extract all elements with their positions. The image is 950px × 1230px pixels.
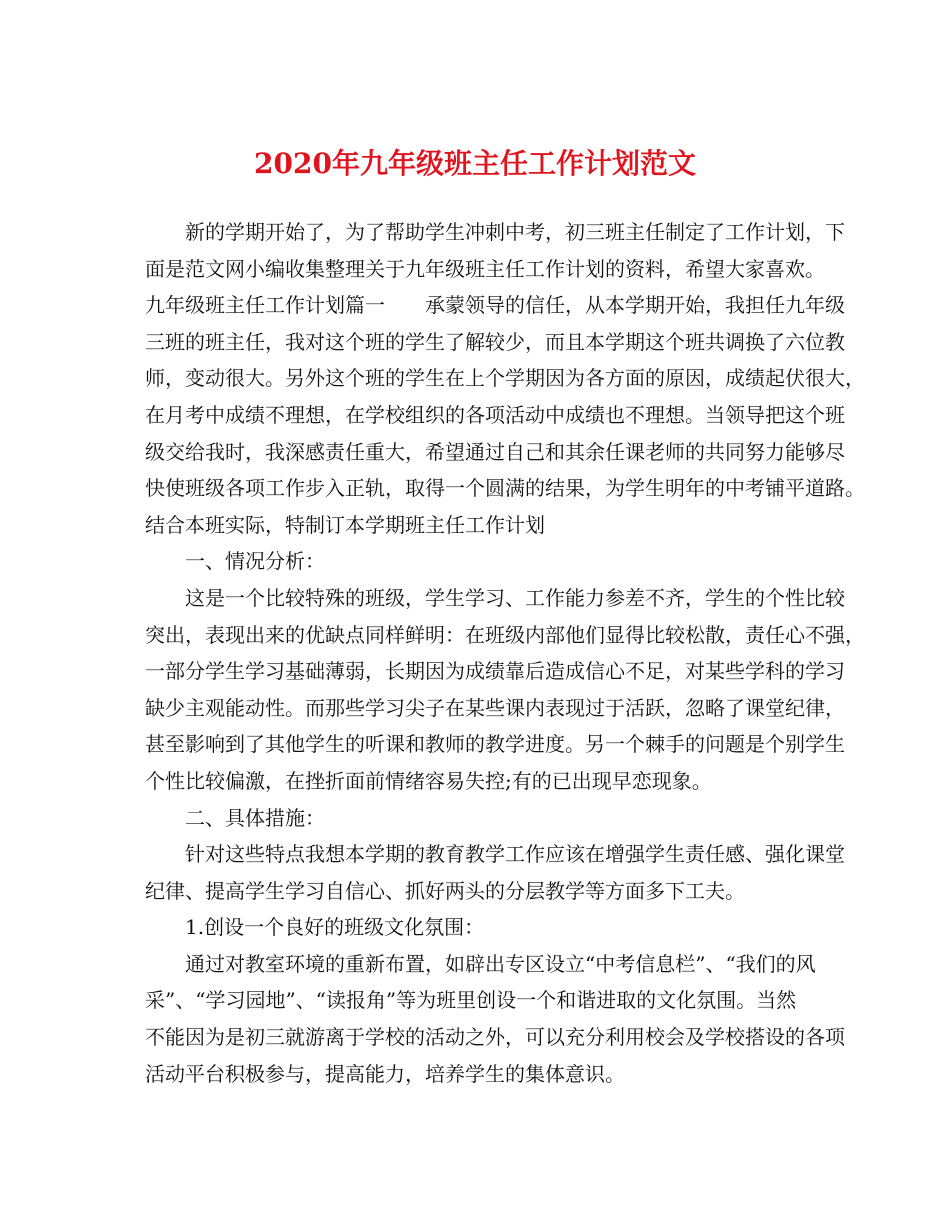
text-line: 不能因为是初三就游离于学校的活动之外，可以充分利用校会及学校搭设的各项 bbox=[145, 1025, 845, 1050]
section-heading-measures bbox=[145, 800, 805, 837]
text-line: 结合本班实际，特制订本学期班主任工作计划 bbox=[145, 512, 545, 537]
part-first-line: 承蒙领导的信任，从本学期开始，我担任九年级 bbox=[425, 293, 845, 318]
text-line bbox=[145, 287, 845, 324]
heading-text: 二、具体措施： bbox=[185, 805, 325, 830]
text-line: 三班的班主任，我对这个班的学生了解较少，而且本学期这个班共调换了六位教 bbox=[145, 329, 845, 354]
intro-paragraph bbox=[145, 214, 845, 287]
text-line: 级交给我时，我深感责任重大，希望通过自己和其余任课老师的共同努力能够尽 bbox=[145, 439, 845, 464]
sub-heading-culture bbox=[145, 909, 805, 946]
text-line: 采”、“学习园地”、“读报角”等为班里创设一个和谐进取的文化氛围。当然 bbox=[145, 988, 797, 1013]
measures-paragraph bbox=[145, 836, 845, 909]
culture-paragraph bbox=[145, 946, 845, 1092]
text-line: 针对这些特点我想本学期的教育教学工作应该在增强学生责任感、强化课堂 bbox=[185, 842, 845, 867]
text-line: 在月考中成绩不理想，在学校组织的各项活动中成绩也不理想。当领导把这个班 bbox=[145, 402, 845, 427]
text-line: 甚至影响到了其他学生的听课和教师的教学进度。另一个棘手的问题是个别学生 bbox=[145, 732, 845, 757]
part-one-paragraph bbox=[145, 287, 865, 543]
document-body bbox=[145, 214, 865, 1092]
text-line: 突出，表现出来的优缺点同样鲜明：在班级内部他们显得比较松散，责任心不强， bbox=[145, 622, 865, 647]
section-heading-analysis bbox=[145, 543, 805, 580]
part-label: 九年级班主任工作计划篇一 bbox=[145, 293, 385, 318]
text-line: 通过对教室环境的重新布置，如辟出专区设立“中考信息栏”、“我们的风 bbox=[185, 951, 816, 976]
text-line: 一部分学生学习基础薄弱，长期因为成绩靠后造成信心不足，对某些学科的学习 bbox=[145, 659, 845, 684]
document-title: 2020年九年级班主任工作计划范文 bbox=[254, 147, 696, 180]
text-line: 快使班级各项工作步入正轨，取得一个圆满的结果，为学生明年的中考铺平道路。 bbox=[145, 476, 865, 501]
analysis-paragraph bbox=[145, 580, 865, 800]
heading-text: 1.创设一个良好的班级文化氛围： bbox=[185, 915, 485, 940]
heading-text: 一、情况分析： bbox=[185, 549, 325, 574]
text-line: 缺少主观能动性。而那些学习尖子在某些课内表现过于活跃，忽略了课堂纪律， bbox=[145, 695, 845, 720]
text-line: 个性比较偏激，在挫折面前情绪容易失控;有的已出现早恋现象。 bbox=[145, 768, 712, 793]
text-line: 纪律、提高学生学习自信心、抓好两头的分层教学等方面多下工夫。 bbox=[145, 878, 745, 903]
text-line: 面是范文网小编收集整理关于九年级班主任工作计划的资料，希望大家喜欢。 bbox=[145, 256, 825, 281]
text-line: 这是一个比较特殊的班级，学生学习、工作能力参差不齐，学生的个性比较 bbox=[185, 585, 845, 610]
text-line: 师，变动很大。另外这个班的学生在上个学期因为各方面的原因，成绩起伏很大， bbox=[145, 366, 865, 391]
text-line: 新的学期开始了，为了帮助学生冲刺中考，初三班主任制定了工作计划，下 bbox=[185, 220, 845, 244]
text-line: 活动平台积极参与，提高能力，培养学生的集体意识。 bbox=[145, 1061, 625, 1086]
